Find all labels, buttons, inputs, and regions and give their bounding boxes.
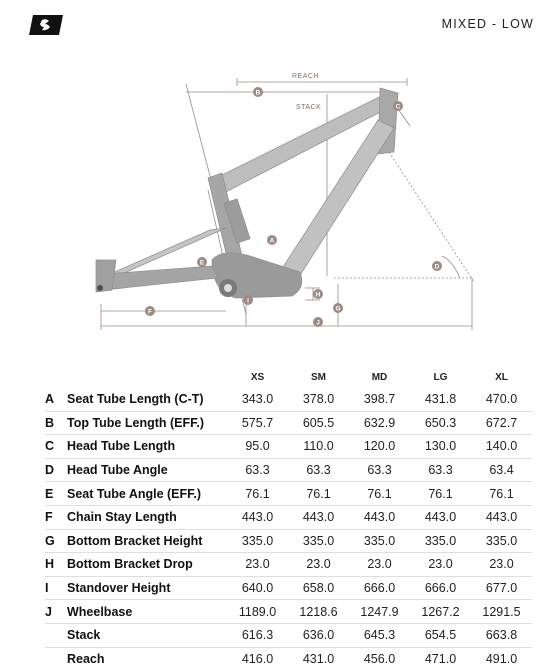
measurement-value: 95.0	[227, 435, 288, 459]
callout-d	[432, 261, 442, 271]
measurement-value: 343.0	[227, 388, 288, 411]
measurement-value: 663.8	[471, 623, 532, 647]
measurement-value: 120.0	[349, 435, 410, 459]
measurement-value: 672.7	[471, 411, 532, 435]
measurement-value: 63.3	[349, 458, 410, 482]
row-key-letter: D	[45, 458, 67, 482]
measurement-name: Seat Tube Length (C-T)	[67, 388, 227, 411]
measurement-value: 23.0	[471, 553, 532, 577]
geometry-table	[45, 366, 532, 670]
svg-text:J: J	[316, 319, 320, 327]
measurement-name: Bottom Bracket Drop	[67, 553, 227, 577]
table-row	[45, 435, 532, 459]
measurement-value: 575.7	[227, 411, 288, 435]
table-row	[45, 458, 532, 482]
row-key-letter	[45, 623, 67, 647]
measurement-name: Stack	[67, 623, 227, 647]
measurement-value: 632.9	[349, 411, 410, 435]
reach-label: REACH	[292, 73, 320, 80]
measurement-value: 63.3	[288, 458, 349, 482]
measurement-value: 1291.5	[471, 600, 532, 624]
measurement-value: 76.1	[349, 482, 410, 506]
measurement-name: Head Tube Length	[67, 435, 227, 459]
measurement-value: 335.0	[227, 529, 288, 553]
brand-logo-icon	[29, 15, 63, 35]
callout-b	[253, 87, 263, 97]
measurement-value: 666.0	[349, 576, 410, 600]
measurement-value: 63.4	[471, 458, 532, 482]
measurement-value: 378.0	[288, 388, 349, 411]
measurement-value: 658.0	[288, 576, 349, 600]
measurement-value: 130.0	[410, 435, 471, 459]
measurement-value: 335.0	[349, 529, 410, 553]
measurement-value: 1247.9	[349, 600, 410, 624]
measurement-value: 110.0	[288, 435, 349, 459]
head-tube-axis-line	[389, 152, 474, 282]
measurement-value: 470.0	[471, 388, 532, 411]
table-row	[45, 576, 532, 600]
measurement-name: Chain Stay Length	[67, 505, 227, 529]
measurement-value: 443.0	[410, 505, 471, 529]
measurement-name: Reach	[67, 651, 105, 666]
svg-text:I: I	[247, 297, 249, 305]
measurement-value: 76.1	[471, 482, 532, 506]
frame-geometry-diagram	[0, 60, 558, 350]
callout-h	[313, 289, 323, 299]
measurement-value: 616.3	[227, 623, 288, 647]
measurement-name: Bottom Bracket Height	[67, 529, 227, 553]
measurement-value: 431.0	[302, 651, 335, 666]
measurement-value: 140.0	[471, 435, 532, 459]
measurement-value: 640.0	[227, 576, 288, 600]
measurement-value: 650.3	[410, 411, 471, 435]
size-header-xl: XL	[495, 371, 508, 383]
table-row	[45, 529, 532, 553]
callout-a	[267, 235, 277, 245]
svg-text:E: E	[199, 259, 205, 267]
callout-g	[333, 303, 343, 313]
measurement-value: 491.0	[485, 651, 518, 666]
row-key-letter: H	[45, 553, 67, 577]
measurement-value: 443.0	[349, 505, 410, 529]
svg-text:H: H	[315, 291, 321, 299]
svg-text:D: D	[434, 263, 440, 271]
callout-c	[393, 101, 403, 111]
row-key-letter: G	[45, 529, 67, 553]
measurement-value: 636.0	[288, 623, 349, 647]
measurement-value: 416.0	[241, 651, 274, 666]
measurement-name: Seat Tube Angle (EFF.)	[67, 482, 227, 506]
svg-text:B: B	[255, 89, 261, 97]
measurement-value: 398.7	[349, 388, 410, 411]
callout-i	[243, 295, 253, 305]
row-key-letter: J	[45, 600, 67, 624]
measurement-value: 666.0	[410, 576, 471, 600]
size-header-row	[45, 366, 532, 388]
measurement-name: Top Tube Length (EFF.)	[67, 411, 227, 435]
table-row	[45, 623, 532, 647]
size-header-xs: XS	[250, 371, 265, 383]
callout-f	[145, 306, 155, 316]
measurement-value: 1189.0	[227, 600, 288, 624]
measurement-value: 335.0	[471, 529, 532, 553]
table-row	[45, 411, 532, 435]
size-header-lg: LG	[433, 371, 448, 383]
size-header-md: MD	[371, 371, 388, 383]
measurement-value: 443.0	[227, 505, 288, 529]
table-row	[45, 553, 532, 577]
measurement-value: 677.0	[471, 576, 532, 600]
row-key-letter: C	[45, 435, 67, 459]
svg-text:C: C	[395, 103, 401, 111]
geometry-config-label: MIXED - LOW	[441, 17, 534, 31]
table-row	[45, 505, 532, 529]
table-row	[45, 388, 532, 411]
measurement-value: 431.8	[410, 388, 471, 411]
measurement-value: 654.5	[410, 623, 471, 647]
row-key-letter: A	[45, 388, 67, 411]
row-key-letter: E	[45, 482, 67, 506]
row-key-letter	[45, 647, 67, 670]
measurement-value: 76.1	[288, 482, 349, 506]
measurement-value: 23.0	[349, 553, 410, 577]
measurement-value: 471.0	[424, 651, 457, 666]
measurement-value: 23.0	[288, 553, 349, 577]
measurement-value: 645.3	[349, 623, 410, 647]
table-row	[45, 600, 532, 624]
callout-e	[197, 257, 207, 267]
measurement-value: 456.0	[363, 651, 396, 666]
row-key-letter: F	[45, 505, 67, 529]
measurement-value: 1267.2	[410, 600, 471, 624]
measurement-value: 23.0	[410, 553, 471, 577]
measurement-value: 1218.6	[288, 600, 349, 624]
measurement-value: 76.1	[410, 482, 471, 506]
measurement-value: 76.1	[227, 482, 288, 506]
table-row	[45, 647, 532, 670]
row-key-letter: B	[45, 411, 67, 435]
measurement-value: 443.0	[471, 505, 532, 529]
svg-text:A: A	[269, 237, 275, 245]
geometry-table-body	[45, 388, 532, 670]
table-row	[45, 482, 532, 506]
svg-text:F: F	[148, 308, 152, 316]
measurement-name: Standover Height	[67, 576, 227, 600]
measurement-value: 443.0	[288, 505, 349, 529]
svg-text:G: G	[335, 305, 341, 313]
measurement-name: Wheelbase	[67, 600, 227, 624]
measurement-value: 63.3	[410, 458, 471, 482]
measurement-value: 23.0	[227, 553, 288, 577]
measurement-value: 335.0	[410, 529, 471, 553]
bike-frame-illustration	[96, 88, 398, 298]
callout-j	[313, 317, 323, 327]
measurement-value: 63.3	[227, 458, 288, 482]
measurement-name: Head Tube Angle	[67, 458, 227, 482]
measurement-value: 605.5	[288, 411, 349, 435]
measurement-value: 335.0	[288, 529, 349, 553]
row-key-letter: I	[45, 576, 67, 600]
size-header-sm: SM	[311, 371, 326, 383]
stack-label: STACK	[296, 104, 322, 111]
